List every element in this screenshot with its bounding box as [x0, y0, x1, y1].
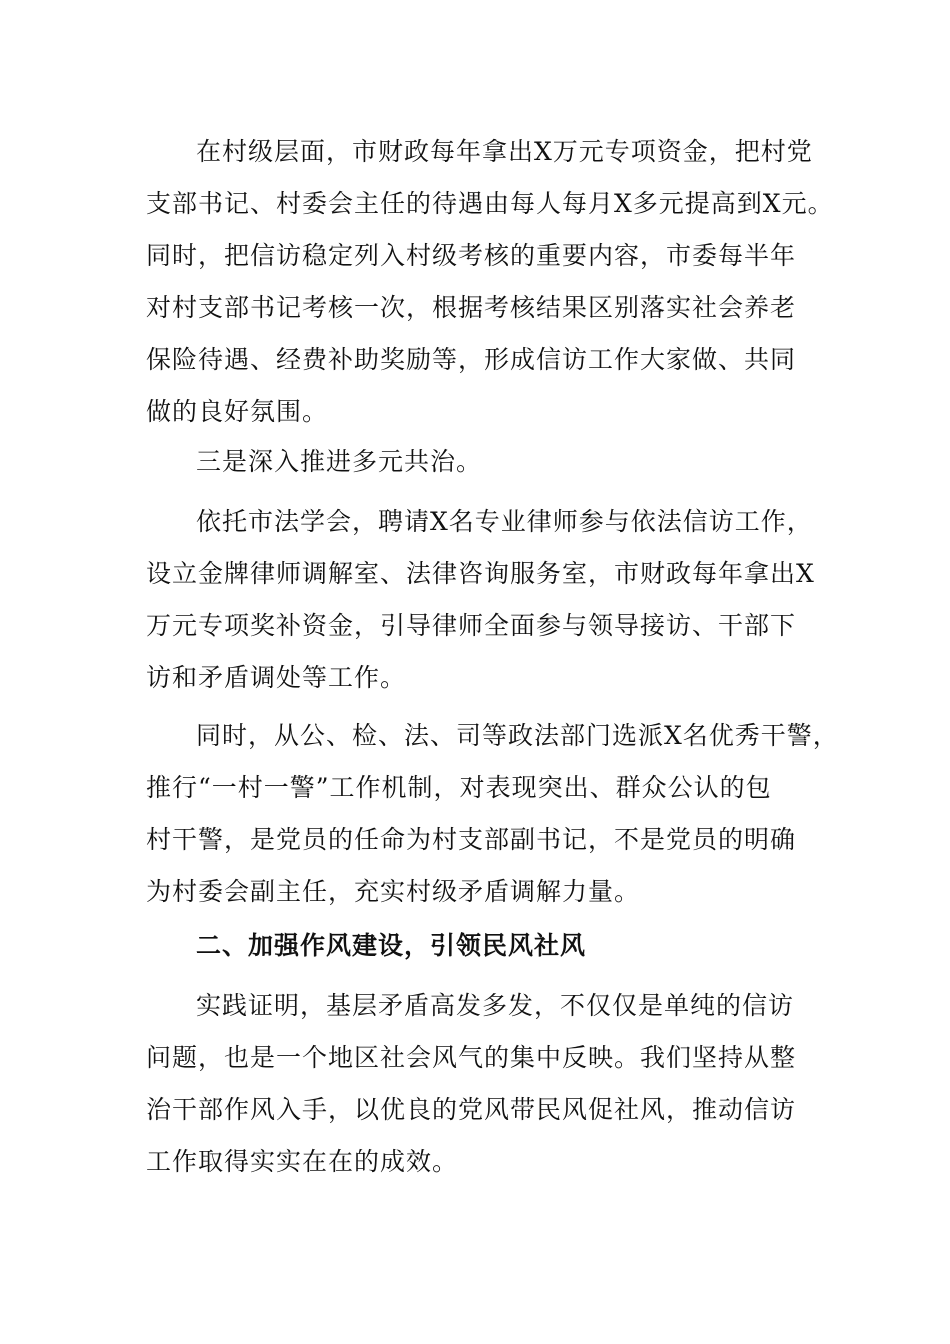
text-line: 问题，也是一个地区社会风气的集中反映。我们坚持从整 [146, 1043, 797, 1072]
text-line: 推行“一村一警”工作机制，对表现突出、群众公认的包 [146, 773, 772, 802]
paragraph-practice [146, 980, 836, 1188]
text-line: 工作取得实实在在的成效。 [146, 1147, 459, 1176]
text-line: 治干部作风入手，以优良的党风带民风促社风，推动信访 [146, 1095, 797, 1124]
text-line: 村干警，是党员的任命为村支部副书记，不是党员的明确 [146, 825, 797, 854]
text-line: 实践证明，基层矛盾高发多发，不仅仅是单纯的信访 [196, 991, 795, 1020]
paragraph-lawyers [146, 496, 836, 704]
text-line: 为村委会副主任，充实村级矛盾调解力量。 [146, 877, 641, 906]
text-line: 对村支部书记考核一次，根据考核结果区别落实社会养老 [146, 293, 797, 322]
paragraph-multi-governance [146, 436, 836, 488]
section-heading [146, 920, 836, 972]
text-line: 保险待遇、经费补助奖励等，形成信访工作大家做、共同 [146, 345, 797, 374]
text-line: 访和矛盾调处等工作。 [146, 663, 407, 692]
text-line: 在村级层面，市财政每年拿出X万元专项资金，把村党 [196, 137, 813, 166]
text-line: 三是深入推进多元共治。 [196, 447, 483, 476]
text-line: 同时，把信访稳定列入村级考核的重要内容，市委每半年 [146, 241, 797, 270]
paragraph-police [146, 710, 839, 918]
text-line: 万元专项奖补资金，引导律师全面参与领导接访、干部下 [146, 611, 797, 640]
text-line: 设立金牌律师调解室、法律咨询服务室，市财政每年拿出X [146, 559, 815, 588]
text-line: 做的良好氛围。 [146, 397, 329, 426]
heading-line: 二、加强作风建设，引领民风社风 [196, 931, 587, 960]
paragraph-village-funding [146, 126, 836, 438]
text-line: 同时，从公、检、法、司等政法部门选派X名优秀干警， [196, 721, 839, 750]
text-line: 依托市法学会，聘请X名专业律师参与依法信访工作， [196, 507, 813, 536]
text-line: 支部书记、村委会主任的待遇由每人每月X多元提高到X元。 [146, 189, 834, 218]
